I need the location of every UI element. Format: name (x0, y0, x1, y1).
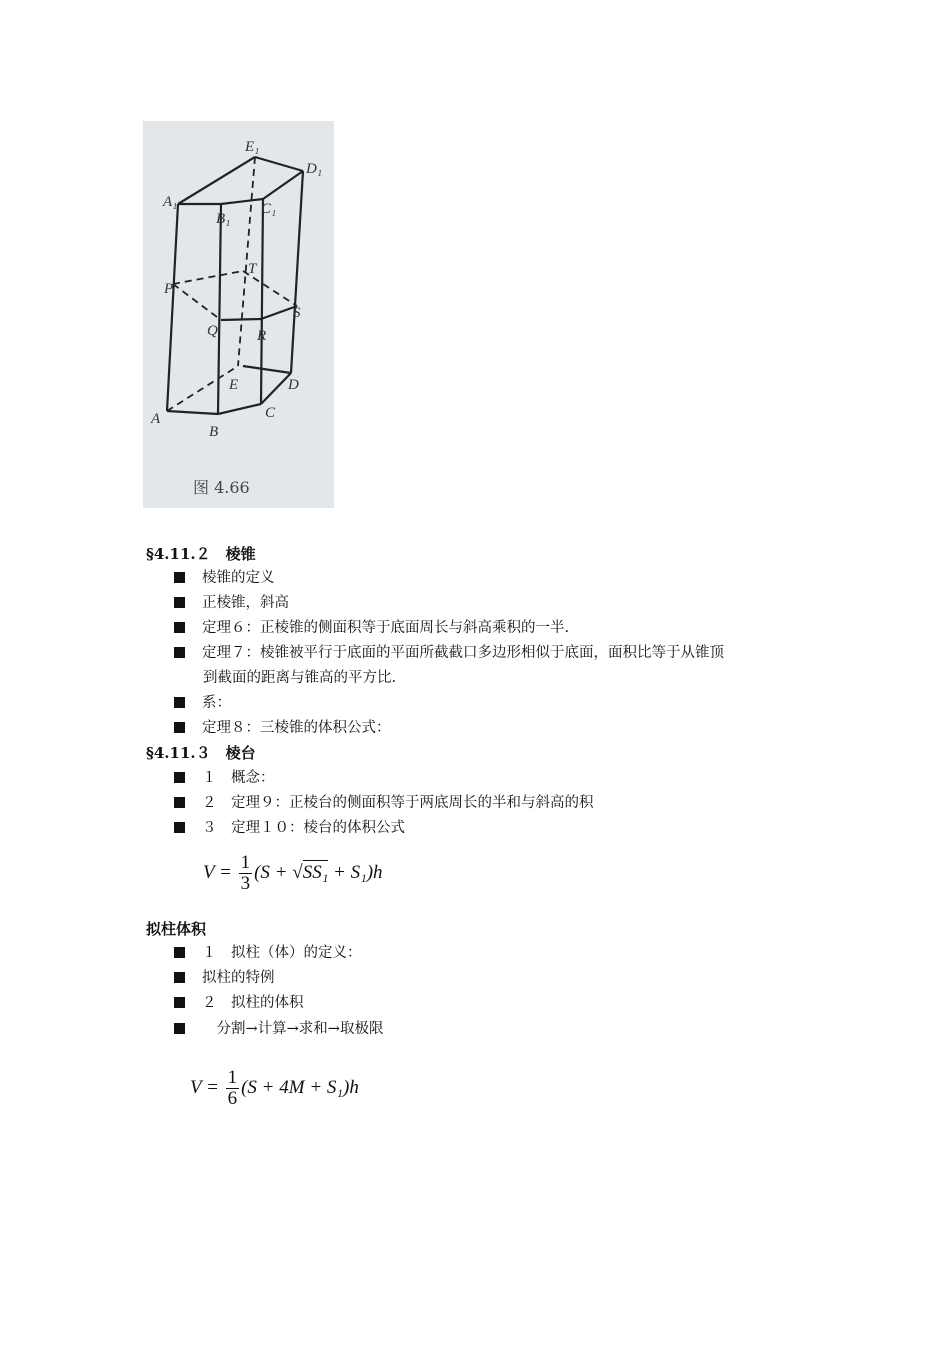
label-E1: E₁ (245, 139, 260, 155)
bullet-icon (174, 622, 185, 633)
bullet-icon (174, 1023, 185, 1034)
figure-4-66 (143, 121, 334, 508)
list-item: 正棱锥，斜高 (174, 591, 289, 615)
bullet-icon (174, 822, 185, 833)
bullet-icon (174, 972, 185, 983)
bullet-icon (174, 572, 185, 583)
section-title-frustum: §4.11.３ 棱台 (146, 744, 256, 762)
list-item: 定理８：三棱锥的体积公式： (174, 716, 391, 740)
list-item: ２ 拟柱的体积 (174, 991, 304, 1015)
bullet-icon (174, 697, 185, 708)
bullet-icon (174, 647, 185, 658)
section-title-pyramid: §4.11.２ 棱锥 (146, 545, 256, 563)
bullet-icon (174, 722, 185, 733)
frustum-volume-formula: V = $\frac{1}{3}$ (S + √SS₁ + S₁)h (203, 852, 383, 894)
bullet-icon (174, 797, 185, 808)
bullet-icon (174, 947, 185, 958)
list-item: ２ 定理９：正棱台的侧面积等于两底周长的半和与斜高的积 (174, 791, 594, 815)
label-S: S (293, 305, 301, 321)
bullet-icon (174, 997, 185, 1008)
list-item: 系： (174, 691, 231, 715)
bullet-icon (174, 772, 185, 783)
list-item: 分割→计算→求和→取极限 (174, 1017, 383, 1041)
label-A: A (151, 411, 161, 427)
figure-caption: 图 4.66 (193, 478, 250, 497)
label-D: D (288, 377, 299, 393)
list-item: ３ 定理１０：棱台的体积公式 (174, 816, 405, 840)
label-D1: D₁ (306, 161, 323, 177)
label-B: B (209, 424, 219, 440)
label-B1: B₁ (216, 211, 231, 227)
label-P: P (164, 281, 174, 297)
label-R: R (257, 328, 267, 344)
list-item: 棱锥的定义 (174, 566, 275, 590)
label-A1: A₁ (163, 194, 178, 210)
list-item: 定理７：棱锥被平行于底面的平面所截截口多边形相似于底面，面积比等于从锥顶 (174, 641, 724, 665)
label-Q: Q (207, 323, 218, 339)
bullet-icon (174, 597, 185, 608)
list-item: １ 概念： (174, 766, 275, 790)
section-title-prismatoid: 拟柱体积 (146, 920, 207, 938)
label-C: C (265, 405, 276, 421)
label-C1: C₁ (261, 201, 277, 217)
prism-diagram (143, 121, 334, 508)
list-item-continuation: 到截面的距离与锥高的平方比. (203, 670, 397, 686)
prismatoid-volume-formula: V = $\frac{1}{6}$ (S + 4M + S₁)h (190, 1067, 359, 1109)
list-item: 定理６：正棱锥的侧面积等于底面周长与斜高乘积的一半. (174, 616, 569, 640)
label-T: T (248, 261, 257, 277)
list-item: 拟柱的特例 (174, 966, 275, 990)
list-item: １ 拟柱（体）的定义： (174, 941, 362, 965)
label-E: E (229, 377, 239, 393)
